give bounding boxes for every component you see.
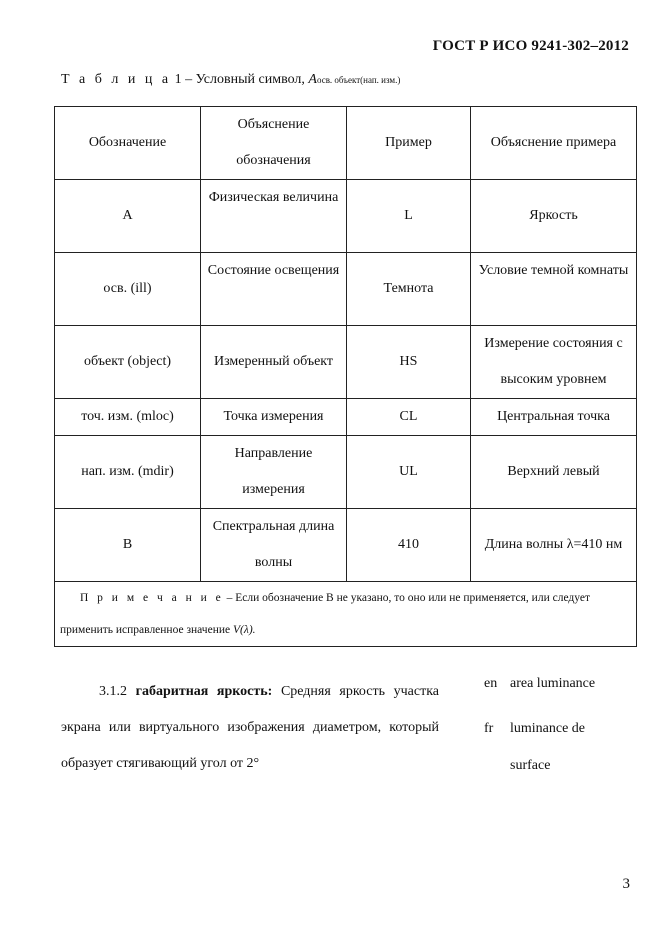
table-cell: Темнота — [347, 253, 471, 326]
equivalent-text: surface — [510, 758, 551, 773]
term-number: 3.1.2 — [99, 684, 127, 699]
table-header-row — [55, 107, 637, 180]
caption-subscript: осв. объект(нап. изм.) — [316, 75, 401, 85]
table-cell: CL — [347, 399, 471, 436]
table-cell: Направление измерения — [201, 436, 347, 509]
term-definition — [61, 674, 439, 782]
table-cell: 410 — [347, 509, 471, 582]
table-cell: объект (object) — [55, 326, 201, 399]
table-cell: HS — [347, 326, 471, 399]
header-cell: Пример — [347, 107, 471, 180]
lang-code: fr — [484, 721, 494, 736]
table-note-row — [55, 582, 637, 647]
caption-text: 1 – Условный символ, — [171, 72, 309, 87]
table-cell: Верхний левый — [471, 436, 637, 509]
table-cell: осв. (ill) — [55, 253, 201, 326]
table-cell: Спектральная длина волны — [201, 509, 347, 582]
table-row — [55, 509, 637, 582]
table-cell: точ. изм. (mloc) — [55, 399, 201, 436]
lang-code: en — [484, 676, 498, 691]
table-row — [55, 326, 637, 399]
note-text: – Если обозначение B не указано, то оно или не применяется, или следует применить исправленное значение — [60, 592, 590, 636]
table-cell: Измерение состояния с высоким уровнем — [471, 326, 637, 399]
term-text: Средняя яркость участка экрана или виртуального изображения диаметром, который образует стягивающий угол от 2° — [61, 684, 439, 771]
table-cell: B — [55, 509, 201, 582]
table-note — [55, 582, 637, 647]
table-cell: Физическая величина — [201, 180, 347, 253]
equivalent-fr — [484, 711, 585, 747]
table-cell: Состояние освещения — [201, 253, 347, 326]
table-cell: L — [347, 180, 471, 253]
table-cell: Измеренный объект — [201, 326, 347, 399]
table-cell: Центральная точка — [471, 399, 637, 436]
symbol-table — [54, 106, 637, 647]
page-number: 3 — [622, 876, 630, 892]
document-header: ГОСТ Р ИСО 9241-302–2012 — [432, 38, 629, 54]
table-caption — [61, 72, 400, 88]
table-cell: Точка измерения — [201, 399, 347, 436]
equivalent-fr-cont — [484, 748, 550, 784]
table-cell: нап. изм. (mdir) — [55, 436, 201, 509]
table-row — [55, 399, 637, 436]
equivalent-text: luminance de — [510, 721, 586, 736]
table-row — [55, 436, 637, 509]
table-row — [55, 253, 637, 326]
header-cell: Объяснение примера — [471, 107, 637, 180]
equivalent-text: area luminance — [510, 676, 596, 691]
table-cell: Яркость — [471, 180, 637, 253]
table-row — [55, 180, 637, 253]
term-name: габаритная яркость: — [135, 684, 273, 699]
caption-label: Т а б л и ц а — [61, 72, 172, 87]
caption-symbol: A — [308, 72, 317, 87]
note-formula: V(λ). — [232, 624, 256, 636]
table-cell: A — [55, 180, 201, 253]
equivalent-en — [484, 666, 595, 702]
header-cell: Обозначение — [55, 107, 201, 180]
table-cell: Условие темной комнаты — [471, 253, 637, 326]
note-label: П р и м е ч а н и е — [80, 592, 224, 604]
table-cell: UL — [347, 436, 471, 509]
header-cell: Объяснение обозначения — [201, 107, 347, 180]
table-cell: Длина волны λ=410 нм — [471, 509, 637, 582]
